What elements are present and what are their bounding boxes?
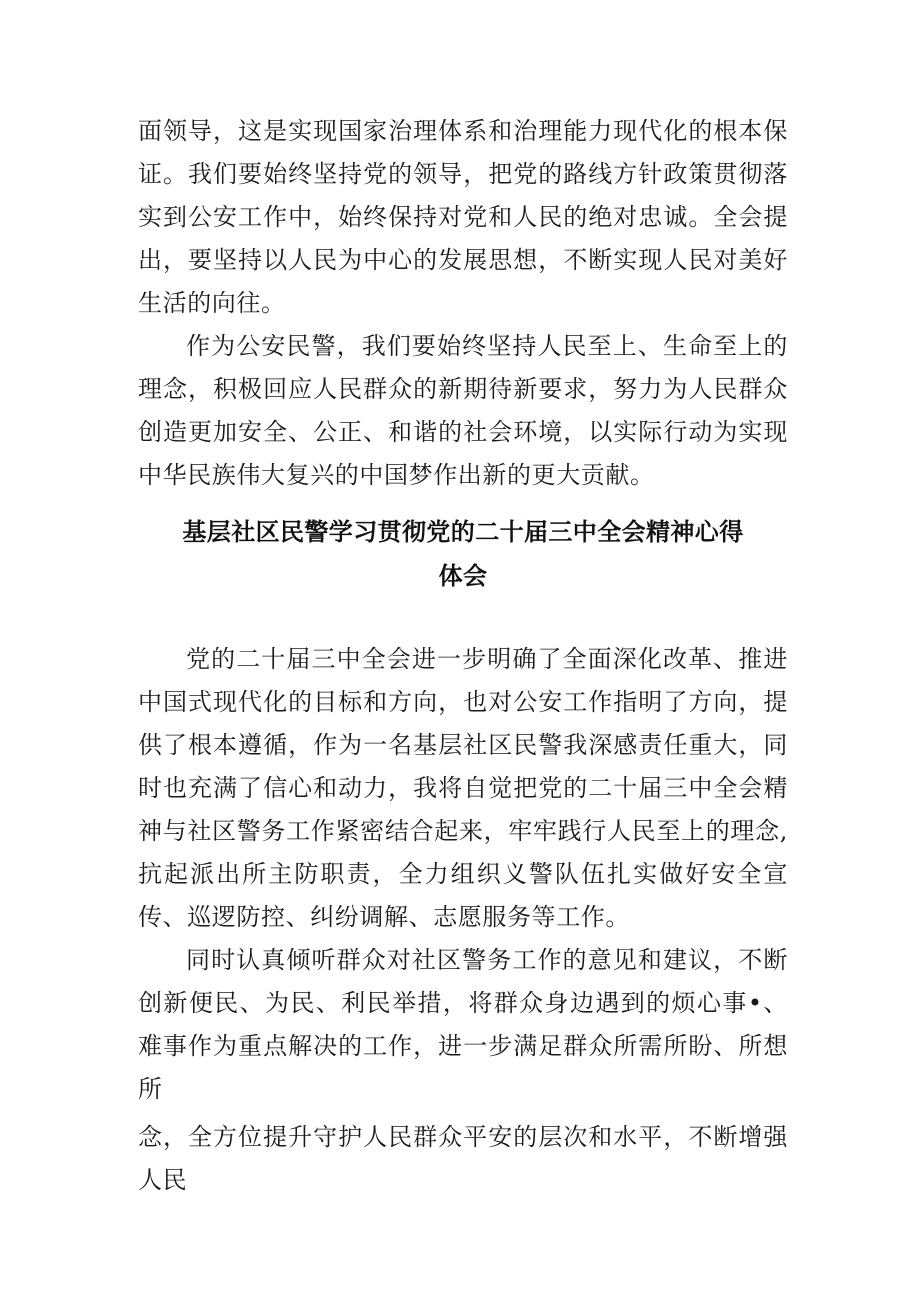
- article-paragraph-2: 同时认真倾听群众对社区警务工作的意见和建议，不断创新便民、为民、利民举措，将群众身边遇到的烦心事•、难事作为重点解决的工作，进一步满足群众所需所盼、所想所: [138, 946, 788, 1103]
- article-title: [138, 510, 788, 598]
- article-title-line1: 基层社区民警学习贯彻党的二十届三中全会精神心得: [182, 518, 744, 546]
- top-text-block: [138, 110, 788, 497]
- paragraph-police-duty: 作为公安民警，我们要始终坚持人民至上、生命至上的理念，积极回应人民群众的新期待新要求，努力为人民群众创造更加安全、公正、和谐的社会环境，以实际行动为实现中华民族伟大复兴的中国梦作出新的更大贡献。: [138, 332, 788, 489]
- article-paragraph-3: 念，全方位提升守护人民群众平安的层次和水平，不断增强人民: [138, 1123, 788, 1194]
- article-body: [138, 638, 788, 1111]
- article-body-continued: [138, 1116, 788, 1202]
- paragraph-continued: 面领导，这是实现国家治理体系和治理能力现代化的根本保证。我们要始终坚持党的领导，把党的路线方针政策贯彻落实到公安工作中，始终保持对党和人民的绝对忠诚。全会提出，要坚持以人民为中心的发展思想，不断实现人民对美好生活的向往。: [138, 117, 788, 317]
- article-title-line2: 体会: [438, 562, 488, 590]
- article-paragraph-1: 党的二十届三中全会进一步明确了全面深化改革、推进中国式现代化的目标和方向，也对公安工作指明了方向，提供了根本遵循，作为一名基层社区民警我深感责任重大，同时也充满了信心和动力，我将自觉把党的二十届三中全会精神与社区警务工作紧密结合起来，牢牢践行人民至上的理念,抗起派出所主防职责，全力组织义警队伍扎实做好安全宣传、巡逻防控、纠纷调解、志愿服务等工作。: [138, 645, 788, 931]
